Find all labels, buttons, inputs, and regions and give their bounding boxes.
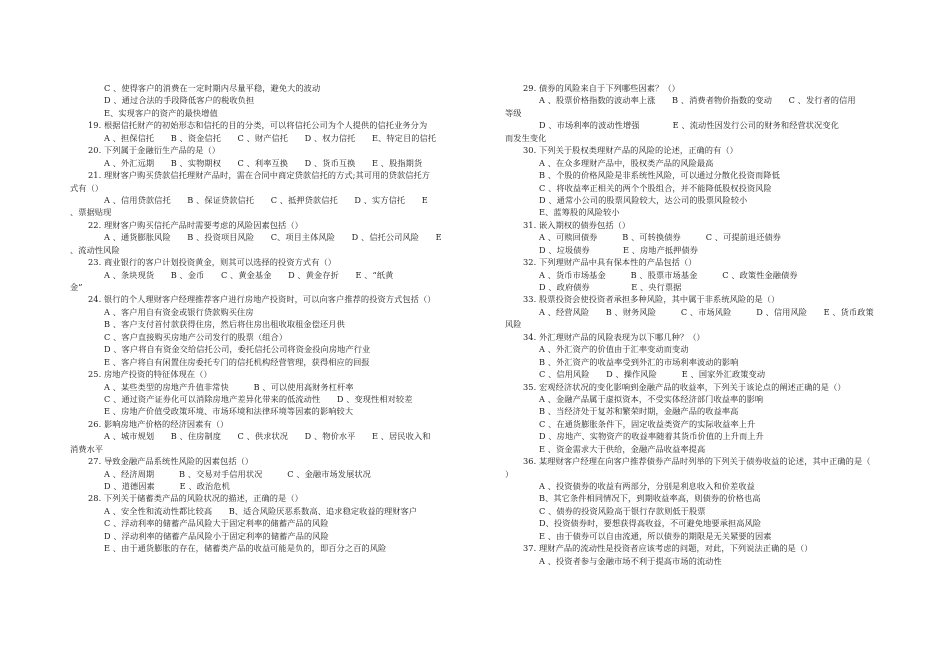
text-line: A 、投资者参与金融市场不利于提高市场的流动性 — [539, 555, 722, 566]
text-line: C 、债券的投资风险高于银行存款则低于股票 — [539, 505, 706, 516]
text-line: D 、政府债券 E 、央行票据 — [539, 282, 682, 292]
text-line: 风险 — [505, 319, 522, 330]
text-line: E 、由于通货膨胀的存在，储蓄类产品的收益可能是负的，即百分之百的风险 — [104, 543, 387, 554]
text-line: B、其它条件相同情况下，到期收益率高，则债券的价格也高 — [539, 493, 761, 504]
text-line: A 、担保信托 B 、资金信托 C 、财产信托 D 、权力信托 E、特定目的信托 — [104, 132, 437, 143]
text-line: 37. 理财产品的流动性是投资者应该考虑的问题，对此，下列说法正确的是（） — [523, 543, 813, 554]
text-line: C 、信用风险 D 、操作风险 E 、国家外汇政策变动 — [539, 369, 766, 380]
text-line: D 、垃圾债券 E 、房地产抵押债券 — [539, 244, 699, 255]
text-line: C 、客户直接购买房地产公司发行的股票（组合） — [104, 331, 288, 342]
text-line: A 、经营风险 B 、财务风险 C 、市场风险 D 、信用风险 E 、货币政策 — [539, 306, 874, 317]
text-line: 35. 宏观经济状况的变化影响到金融产品的收益率，下列关于该论点的阐述正确的是（） — [523, 381, 846, 392]
text-line: B 、个股的价格风险是非系统性风险，可以通过分散化投资而降低 — [539, 170, 780, 181]
text-line: 20. 下列属于金融衍生产品的是（） — [88, 145, 221, 156]
text-line: A 、通货膨胀风险 B 、投资项目风险 C、项目主体风险 D 、信托公司风险 E — [104, 232, 442, 243]
text-line: 28. 下列关于储蓄类产品的风险状况的描述，正确的是（） — [88, 493, 303, 504]
left-column — [70, 82, 480, 555]
text-line: A 、安全性和流动性都比较高 B、适合风险厌恶系数高、追求稳定收益的理财客户 — [104, 505, 418, 516]
text-line: E 、房地产价值受政策环境、市场环境和法律环境等因素的影响较大 — [104, 406, 354, 417]
text-line: 、票据贴现 — [70, 207, 112, 218]
text-line: 31. 嵌入期权的债券包括（） — [523, 219, 631, 230]
text-line: A 、在众多理财产品中，股权类产品的风险最高 — [539, 157, 714, 168]
text-line: B 、外汇资产的收益率受到外汇的市场利率波动的影响 — [539, 356, 739, 367]
text-line: B 、当经济处于复苏和繁荣时期，金融产品的收益率高 — [539, 406, 739, 417]
text-line: 27. 导致金融产品系统性风险的因素包括（） — [88, 456, 254, 467]
text-line: E 、资金需求大于供给，金融产品收益率提高 — [539, 443, 706, 454]
text-line: 33. 股票投资会使投资者承担多种风险，其中属于非系统风险的是（） — [523, 294, 780, 305]
text-line: 25. 房地产投资的特征体现在（） — [88, 369, 212, 380]
text-line: A 、外汇资产的价值由于汇率变动而变动 — [539, 344, 689, 355]
text-line: C 、在通货膨胀条件下，固定收益类资产的实际收益率上升 — [539, 418, 756, 429]
text-line: 29. 债券的风险来自于下列哪些因素？（） — [523, 83, 680, 93]
text-line: A 、股票价格指数的波动率上涨 B 、消费者物价指数的变动 C 、发行者的信用 — [539, 95, 856, 106]
text-line: A 、货币市场基金 B 、股票市场基金 C 、政策性金融债券 — [539, 269, 798, 280]
text-line: E 、客户将自有闲置住房委托专门的信托机构经营管理，获得相应的回报 — [104, 356, 370, 367]
text-line: D 、通过合法的手段降低客户的税收负担 — [104, 95, 255, 106]
text-line: C 、将收益率正相关的两个个股组合，并不能降低股权投资风险 — [539, 182, 772, 193]
text-line: A 、金融产品属于虚拟资本，不受实体经济部门收益率的影响 — [539, 393, 764, 404]
text-line: A 、信用贷款信托 B 、保证贷款信托 C 、抵押贷款信托 D 、实方信托 E — [104, 194, 428, 205]
text-line: 30. 下列关于股权类理财产品的风险的论述，正确的有（） — [523, 145, 738, 156]
text-line: 19. 根据信托财产的初始形态和信托的目的分类，可以将信托公司为个人提供的信托业务分为 — [88, 120, 428, 131]
text-line: D 、房地产、实物资产的收益率随着其货币价值的上升而上升 — [539, 431, 764, 442]
text-line: B 、客户支付首付款获得住房，然后将住房出租收取租金偿还月供 — [104, 319, 345, 330]
text-line: A 、经济周期 B 、交易对手信用状况 C 、金融市场发展状况 — [104, 468, 371, 479]
text-line: E、实现客户的资产的最快增值 — [104, 107, 218, 118]
text-line: A 、客户用自有资金或银行贷款购买住房 — [104, 306, 254, 317]
text-line: 21. 理财客户购买贷款信托理财产品时，需在合同中商定贷款信托的方式;其可用的贷款信托方 — [88, 170, 431, 181]
text-line: C 、浮动利率的储蓄产品风险大于固定利率的储蓄产品的风险 — [104, 518, 329, 529]
text-line: ） — [505, 468, 514, 479]
text-line: D 、道德因素 E 、政治危机 — [104, 481, 230, 491]
right-column — [505, 82, 915, 567]
text-line: 金” — [70, 282, 83, 292]
text-line: 26. 影响房地产价格的经济因素有（） — [88, 418, 229, 429]
text-line: 24. 银行的个人理财客户经理推荐客户进行房地产投资时，可以向客户推荐的投资方式包括（） — [88, 294, 436, 305]
text-line: 而发生变化 — [505, 132, 547, 143]
text-line: A 、外汇远期 B 、实物期权 C 、利率互换 D 、货币互换 E 、股指期货 — [104, 157, 423, 168]
text-line: 等级 — [505, 107, 522, 118]
text-line: 、流动性风险 — [70, 244, 120, 255]
text-line: A 、投资债券的收益有两部分，分别是利息收入和价差收益 — [539, 481, 755, 491]
text-line: D 、通常小公司的股票风险较大，达公司的股票风险较小 — [539, 194, 748, 205]
text-line: 34. 外汇理财产品的风险表现为以下哪几种？（） — [523, 331, 705, 342]
text-line: E 、由于债券可以自由流通，所以债券的期限是无关紧要的因素 — [539, 530, 772, 541]
text-line: D 、浮动利率的储蓄产品风险小于固定利率的储蓄产品的风险 — [104, 530, 329, 541]
text-line: D 、市场利率的波动性增强 E 、流动性因发行公司的财务和经营状况变化 — [539, 120, 839, 131]
text-line: 22. 理财客户购买信托产品时需要考虑的风险因素包括（） — [88, 219, 303, 230]
text-line: D 、客户将自有资金交给信托公司，委托信托公司将资金投向房地产行业 — [104, 344, 371, 355]
text-line: 消费水平 — [70, 443, 104, 454]
text-line: 式有（） — [70, 182, 104, 193]
text-line: E、蓝筹股的风险较小 — [539, 207, 620, 218]
text-line: C 、通过资产证券化可以消除房地产差异化带来的低流动性 D 、变现性相对较差 — [104, 393, 413, 404]
text-line: A 、某些类型的房地产升值非常快 B 、可以使用高财务杠杆率 — [104, 381, 354, 392]
text-line: C 、使得客户的消费在一定时期内尽量平稳，避免大的波动 — [104, 83, 321, 93]
text-line: A 、可赎回债券 B 、可转换债券 C 、可提前退还债券 — [539, 232, 782, 243]
text-line: A 、城市规划 B 、住房制度 C 、供求状况 D 、物价水平 E 、居民收入和 — [104, 431, 431, 442]
text-line: 36. 某理财客户经理在向客户推荐债券产品时列举的下列关于债券收益的论述，其中正确的是（ — [523, 456, 871, 467]
text-line: A 、条块现货 B 、金币 C 、黄金基金 D 、黄金存折 E 、“纸黄 — [104, 269, 394, 280]
text-line: 23. 商业银行的客户计划投资黄金，则其可以选择的投资方式有（） — [88, 257, 337, 268]
text-line: D、投资债券时，要想获得高收益，不可避免地要承担高风险 — [539, 518, 762, 529]
text-line: 32. 下列理财产品中具有保本性的产品包括（） — [523, 257, 697, 268]
